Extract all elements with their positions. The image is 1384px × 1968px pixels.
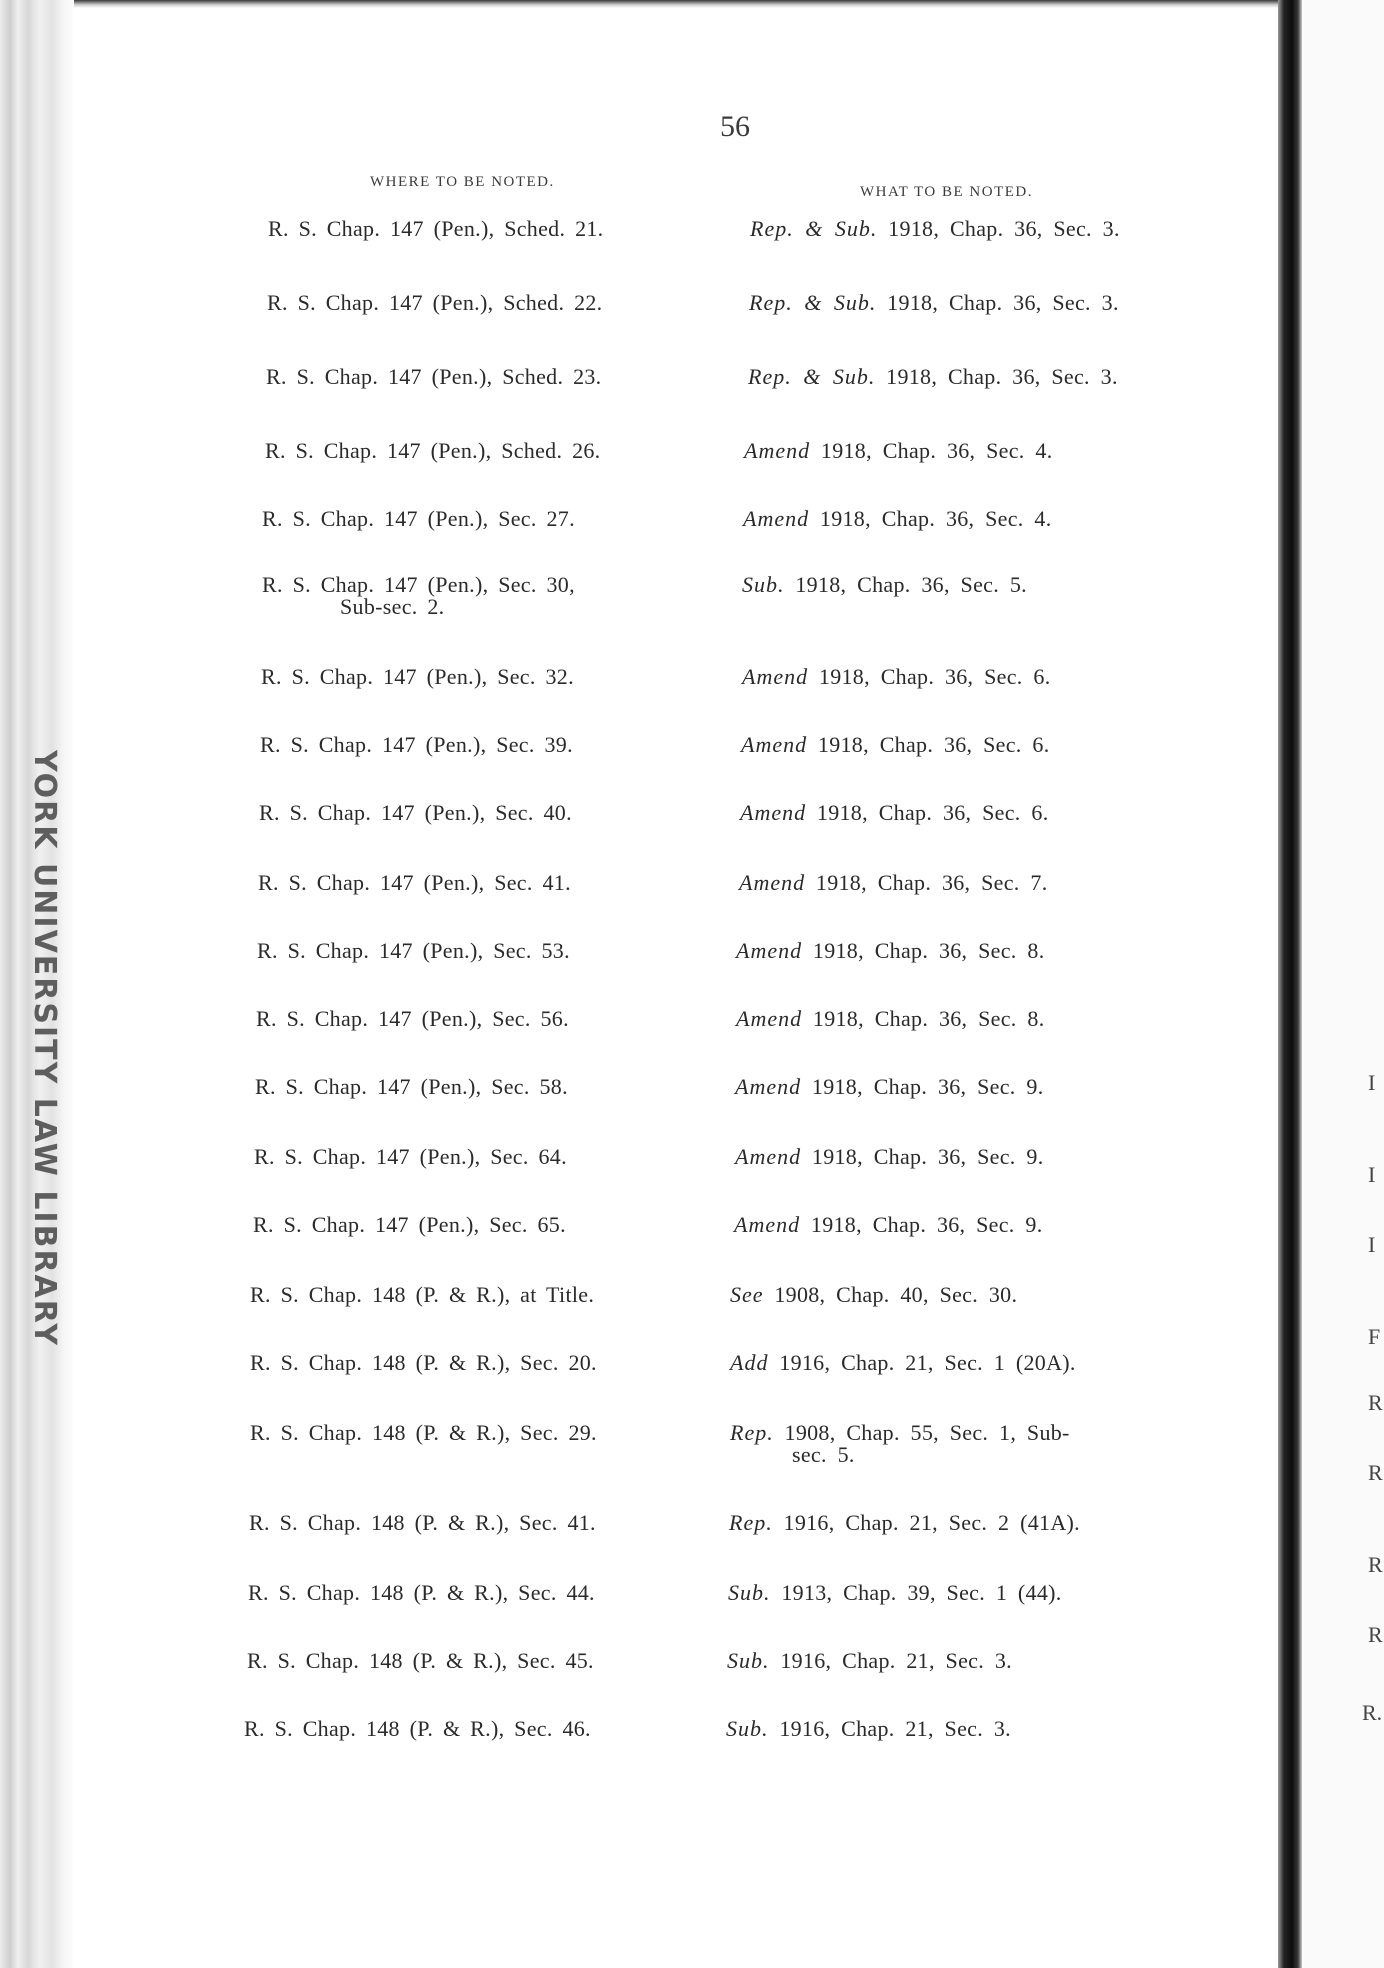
statute-reference: 1918, Chap. 36, Sec. 6. <box>818 664 1051 689</box>
where-to-be-noted <box>268 218 603 240</box>
where-to-be-noted <box>267 292 602 314</box>
adjacent-page-letter: R <box>1368 1390 1383 1415</box>
what-to-be-noted <box>743 508 1052 530</box>
action-word: Sub. <box>742 572 785 597</box>
statute-reference: 1908, Chap. 55, Sec. 1, Sub- <box>784 1420 1070 1445</box>
page-top-edge <box>74 0 1384 8</box>
where-text: R. S. Chap. 148 (P. & R.), Sec. 29. <box>250 1420 597 1445</box>
what-to-be-noted <box>736 1008 1045 1030</box>
action-word: Amend <box>734 1212 801 1237</box>
where-text: R. S. Chap. 148 (P. & R.), Sec. 45. <box>247 1648 594 1673</box>
where-text: R. S. Chap. 148 (P. & R.), Sec. 20. <box>250 1350 597 1375</box>
where-text: R. S. Chap. 147 (Pen.), Sec. 56. <box>256 1006 569 1031</box>
statute-reference: 1918, Chap. 36, Sec. 8. <box>812 938 1045 963</box>
action-word: Amend <box>736 1006 803 1031</box>
what-to-be-noted <box>730 1352 1076 1374</box>
statute-reference: 1918, Chap. 36, Sec. 6. <box>816 800 1049 825</box>
statute-reference: 1918, Chap. 36, Sec. 3. <box>887 290 1119 315</box>
what-to-be-noted <box>729 1512 1080 1534</box>
statute-reference: 1918, Chap. 36, Sec. 9. <box>810 1212 1043 1237</box>
statute-reference: 1916, Chap. 21, Sec. 3. <box>779 1716 1011 1741</box>
where-to-be-noted <box>256 1008 569 1030</box>
adjacent-page-letter: I <box>1368 1162 1376 1187</box>
where-to-be-noted <box>265 440 600 462</box>
column-header-what: WHAT TO BE NOTED. <box>860 184 1033 200</box>
where-text: R. S. Chap. 148 (P. & R.), Sec. 41. <box>249 1510 596 1535</box>
where-text: R. S. Chap. 147 (Pen.), Sched. 21. <box>268 216 604 241</box>
statute-reference: 1916, Chap. 21, Sec. 1 (20A). <box>779 1350 1076 1375</box>
where-to-be-noted <box>260 734 573 756</box>
where-text: R. S. Chap. 147 (Pen.), Sec. 32. <box>261 664 574 689</box>
what-to-be-noted <box>736 940 1045 962</box>
action-word: Amend <box>740 800 807 825</box>
library-stamp-text: YORK UNIVERSITY LAW LIBRARY <box>27 750 62 1347</box>
statute-reference: 1918, Chap. 36, Sec. 5. <box>795 572 1027 597</box>
where-to-be-noted <box>244 1718 591 1740</box>
where-to-be-noted <box>259 802 572 824</box>
where-text: R. S. Chap. 147 (Pen.), Sec. 65. <box>253 1212 566 1237</box>
book-gutter <box>1278 0 1302 1968</box>
action-word: Rep. <box>729 1510 773 1535</box>
action-word: Amend <box>739 870 806 895</box>
where-to-be-noted <box>253 1214 566 1236</box>
statute-reference: 1913, Chap. 39, Sec. 1 (44). <box>781 1580 1062 1605</box>
statute-reference: 1918, Chap. 36, Sec. 4. <box>819 506 1052 531</box>
what-to-be-noted <box>742 666 1051 688</box>
where-to-be-noted <box>250 1284 594 1306</box>
what-to-be-noted <box>749 292 1119 314</box>
adjacent-page-letter: R. <box>1362 1700 1383 1725</box>
what-to-be-noted <box>730 1284 1017 1306</box>
action-word: Rep. <box>730 1420 774 1445</box>
where-to-be-noted <box>254 1146 567 1168</box>
where-to-be-noted <box>262 508 575 530</box>
where-to-be-noted <box>250 1352 597 1374</box>
what-to-be-noted <box>730 1422 1070 1466</box>
where-text: R. S. Chap. 148 (P. & R.), at Title. <box>250 1282 595 1307</box>
where-text: R. S. Chap. 147 (Pen.), Sec. 53. <box>257 938 570 963</box>
where-text: R. S. Chap. 147 (Pen.), Sched. 23. <box>266 364 602 389</box>
statute-reference: 1918, Chap. 36, Sec. 6. <box>817 732 1050 757</box>
adjacent-page-edge <box>1302 0 1384 1968</box>
where-to-be-noted <box>261 666 574 688</box>
adjacent-page-letter: F <box>1368 1324 1381 1349</box>
where-text: R. S. Chap. 147 (Pen.), Sec. 39. <box>260 732 573 757</box>
action-word: Sub. <box>728 1580 771 1605</box>
where-text: R. S. Chap. 147 (Pen.), Sec. 41. <box>258 870 571 895</box>
action-word: Add <box>730 1350 769 1375</box>
action-word: Amend <box>742 664 809 689</box>
statute-reference: 1918, Chap. 36, Sec. 3. <box>886 364 1118 389</box>
adjacent-page-letter: I <box>1368 1070 1376 1095</box>
what-to-be-noted <box>728 1582 1062 1604</box>
action-word: Rep. & Sub. <box>750 216 878 241</box>
action-word: Amend <box>736 938 803 963</box>
where-to-be-noted <box>250 1422 597 1444</box>
column-header-where: WHERE TO BE NOTED. <box>370 174 555 190</box>
statute-reference: 1918, Chap. 36, Sec. 9. <box>811 1074 1044 1099</box>
where-text: R. S. Chap. 147 (Pen.), Sec. 30, <box>262 572 575 597</box>
adjacent-page-letter: R <box>1368 1622 1383 1647</box>
where-text: R. S. Chap. 147 (Pen.), Sched. 26. <box>265 438 601 463</box>
action-word: See <box>730 1282 764 1307</box>
where-to-be-noted <box>249 1512 596 1534</box>
action-word: Rep. & Sub. <box>748 364 876 389</box>
action-word: Rep. & Sub. <box>749 290 877 315</box>
statute-reference: 1916, Chap. 21, Sec. 2 (41A). <box>783 1510 1080 1535</box>
what-to-be-noted <box>741 734 1050 756</box>
what-to-be-noted <box>740 802 1049 824</box>
statute-reference: 1918, Chap. 36, Sec. 3. <box>888 216 1120 241</box>
where-to-be-noted <box>248 1582 595 1604</box>
action-word: Amend <box>735 1074 802 1099</box>
statute-reference: 1918, Chap. 36, Sec. 7. <box>815 870 1048 895</box>
statute-reference: 1916, Chap. 21, Sec. 3. <box>780 1648 1012 1673</box>
what-to-be-noted <box>735 1146 1044 1168</box>
action-word: Amend <box>741 732 808 757</box>
where-text: R. S. Chap. 147 (Pen.), Sec. 40. <box>259 800 572 825</box>
where-text: R. S. Chap. 147 (Pen.), Sec. 58. <box>255 1074 568 1099</box>
book-spine-edge <box>0 0 74 1968</box>
where-text: R. S. Chap. 148 (P. & R.), Sec. 44. <box>248 1580 595 1605</box>
library-stamp <box>22 750 66 1800</box>
what-to-be-noted <box>739 872 1048 894</box>
where-continuation: Sub-sec. 2. <box>340 594 445 619</box>
what-to-be-noted <box>727 1650 1012 1672</box>
what-to-be-noted <box>742 574 1027 596</box>
statute-reference: 1908, Chap. 40, Sec. 30. <box>774 1282 1018 1307</box>
what-to-be-noted <box>750 218 1120 240</box>
action-word: Amend <box>743 506 810 531</box>
reference-continuation: sec. 5. <box>792 1442 855 1467</box>
action-word: Sub. <box>727 1648 770 1673</box>
where-text: R. S. Chap. 148 (P. & R.), Sec. 46. <box>244 1716 591 1741</box>
adjacent-page-letter: R <box>1368 1552 1383 1577</box>
what-to-be-noted <box>744 440 1053 462</box>
where-to-be-noted <box>247 1650 594 1672</box>
where-to-be-noted <box>262 574 575 618</box>
where-text: R. S. Chap. 147 (Pen.), Sec. 27. <box>262 506 575 531</box>
what-to-be-noted <box>748 366 1118 388</box>
what-to-be-noted <box>734 1214 1043 1236</box>
statute-reference: 1918, Chap. 36, Sec. 8. <box>812 1006 1045 1031</box>
action-word: Amend <box>735 1144 802 1169</box>
where-text: R. S. Chap. 147 (Pen.), Sched. 22. <box>267 290 603 315</box>
action-word: Amend <box>744 438 811 463</box>
statute-reference: 1918, Chap. 36, Sec. 9. <box>811 1144 1044 1169</box>
where-to-be-noted <box>257 940 570 962</box>
where-to-be-noted <box>255 1076 568 1098</box>
action-word: Sub. <box>726 1716 769 1741</box>
page-number: 56 <box>720 110 750 143</box>
what-to-be-noted <box>735 1076 1044 1098</box>
where-to-be-noted <box>266 366 601 388</box>
where-to-be-noted <box>258 872 571 894</box>
adjacent-page-letter: R <box>1368 1460 1383 1485</box>
adjacent-page-letter: I <box>1368 1232 1376 1257</box>
statute-reference: 1918, Chap. 36, Sec. 4. <box>820 438 1053 463</box>
what-to-be-noted <box>726 1718 1011 1740</box>
where-text: R. S. Chap. 147 (Pen.), Sec. 64. <box>254 1144 567 1169</box>
